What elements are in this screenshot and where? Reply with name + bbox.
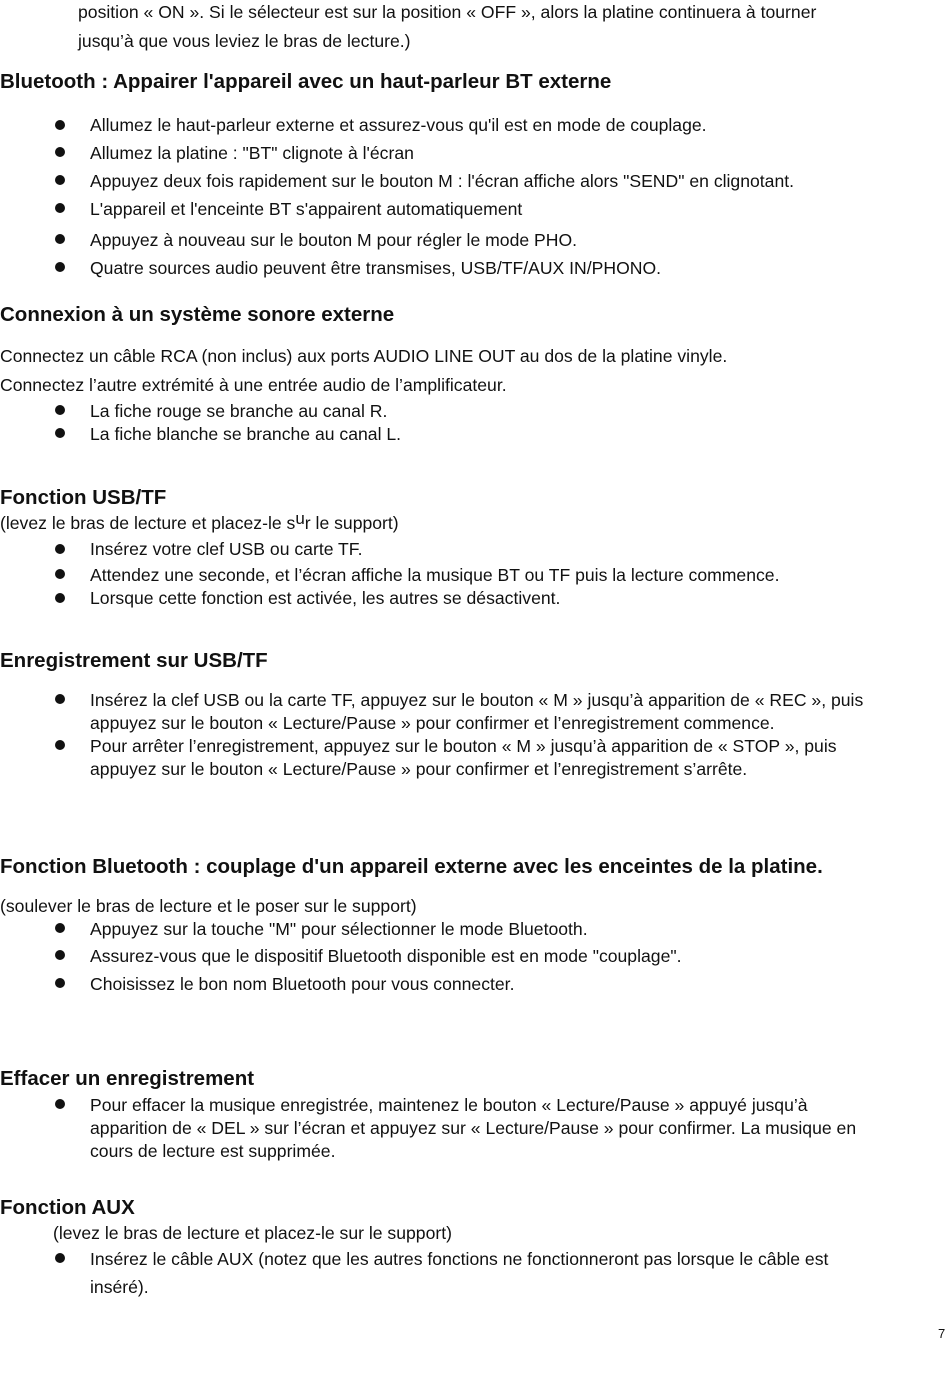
paragraph-line: Connectez un câble RCA (non inclus) aux ports AUDIO LINE OUT au dos de la platine vinyle. (0, 346, 728, 366)
bullet (55, 593, 65, 603)
list-item: Allumez le haut-parleur externe et assurez-vous qu'il est en mode de couplage. (90, 115, 707, 135)
list-item: La fiche blanche se branche au canal L. (90, 424, 402, 444)
bullet (55, 978, 65, 988)
list-item: Appuyez à nouveau sur le bouton M pour régler le mode PHO. (90, 230, 578, 250)
section-title-bt-function: Fonction Bluetooth : couplage d'un appareil externe avec les enceintes de la platine. (0, 855, 823, 878)
list-item: Pour effacer la musique enregistrée, maintenez le bouton « Lecture/Pause » appuyé jusqu’à (90, 1095, 808, 1115)
intro-line: position « ON ». Si le sélecteur est sur la position « OFF », alors la platine continuera à tourner (78, 2, 817, 22)
section-note: (soulever le bras de lecture et le poser sur le support) (0, 896, 417, 916)
list-item: Pour arrêter l’enregistrement, appuyez sur le bouton « M » jusqu’à apparition de « STOP », puis (90, 736, 837, 756)
bullet (55, 923, 65, 933)
list-item: La fiche rouge se branche au canal R. (90, 401, 388, 421)
list-item-continuation: inséré). (90, 1277, 149, 1297)
list-item: Lorsque cette fonction est activée, les autres se désactivent. (90, 588, 561, 608)
bullet (55, 234, 65, 244)
list-item-continuation: cours de lecture est supprimée. (90, 1141, 336, 1161)
section-title-external-system: Connexion à un système sonore externe (0, 303, 395, 326)
bullet (55, 120, 65, 130)
section-title-bt-pair: Bluetooth : Appairer l'appareil avec un haut-parleur BT externe (0, 70, 612, 93)
bullet (55, 544, 65, 554)
list-item: L'appareil et l'enceinte BT s'appairent automatiquement (90, 199, 523, 219)
bullet (55, 428, 65, 438)
section-title-aux: Fonction AUX (0, 1196, 135, 1219)
list-item: Appuyez sur la touche "M" pour sélectionner le mode Bluetooth. (90, 919, 588, 939)
bullet (55, 262, 65, 272)
list-item: Insérez votre clef USB ou carte TF. (90, 539, 363, 559)
paragraph-line: Connectez l’autre extrémité à une entrée audio de l’amplificateur. (0, 375, 507, 395)
section-title-usb-tf: Fonction USB/TF (0, 486, 167, 509)
list-item-continuation: apparition de « DEL » sur l’écran et appuyez sur « Lecture/Pause » pour confirmer. La musique en (90, 1118, 857, 1138)
intro-line: jusqu’à que vous leviez le bras de lecture.) (78, 31, 411, 51)
list-item: Appuyez deux fois rapidement sur le bouton M : l'écran affiche alors "SEND" en clignotant. (90, 171, 795, 191)
bullet (55, 147, 65, 157)
bullet (55, 569, 65, 579)
section-title-delete: Effacer un enregistrement (0, 1067, 255, 1090)
bullet (55, 740, 65, 750)
list-item: Allumez la platine : "BT" clignote à l'écran (90, 143, 414, 163)
bullet (55, 1099, 65, 1109)
bullet (55, 694, 65, 704)
section-title-recording: Enregistrement sur USB/TF (0, 649, 268, 672)
list-item-continuation: appuyez sur le bouton « Lecture/Pause » pour confirmer et l’enregistrement commence. (90, 713, 775, 733)
bullet (55, 203, 65, 213)
section-note: (levez le bras de lecture et placez-le sur le support) (53, 1223, 452, 1243)
page-number: 7 (938, 1326, 946, 1341)
list-item: Quatre sources audio peuvent être transmises, USB/TF/AUX IN/PHONO. (90, 258, 662, 278)
list-item: Insérez le câble AUX (notez que les autres fonctions ne fonctionneront pas lorsque le câble est (90, 1249, 829, 1269)
bullet (55, 1253, 65, 1263)
bullet (55, 175, 65, 185)
section-note: (levez le bras de lecture et placez-le sur le support) (0, 509, 399, 533)
bullet (55, 950, 65, 960)
list-item-continuation: appuyez sur le bouton « Lecture/Pause » pour confirmer et l’enregistrement s’arrête. (90, 759, 748, 779)
list-item: Insérez la clef USB ou la carte TF, appuyez sur le bouton « M » jusqu’à apparition de « REC », puis (90, 690, 864, 710)
list-item: Attendez une seconde, et l’écran affiche la musique BT ou TF puis la lecture commence. (90, 565, 780, 585)
list-item: Assurez-vous que le dispositif Bluetooth disponible est en mode "couplage". (90, 946, 682, 966)
bullet (55, 405, 65, 415)
list-item: Choisissez le bon nom Bluetooth pour vous connecter. (90, 974, 515, 994)
